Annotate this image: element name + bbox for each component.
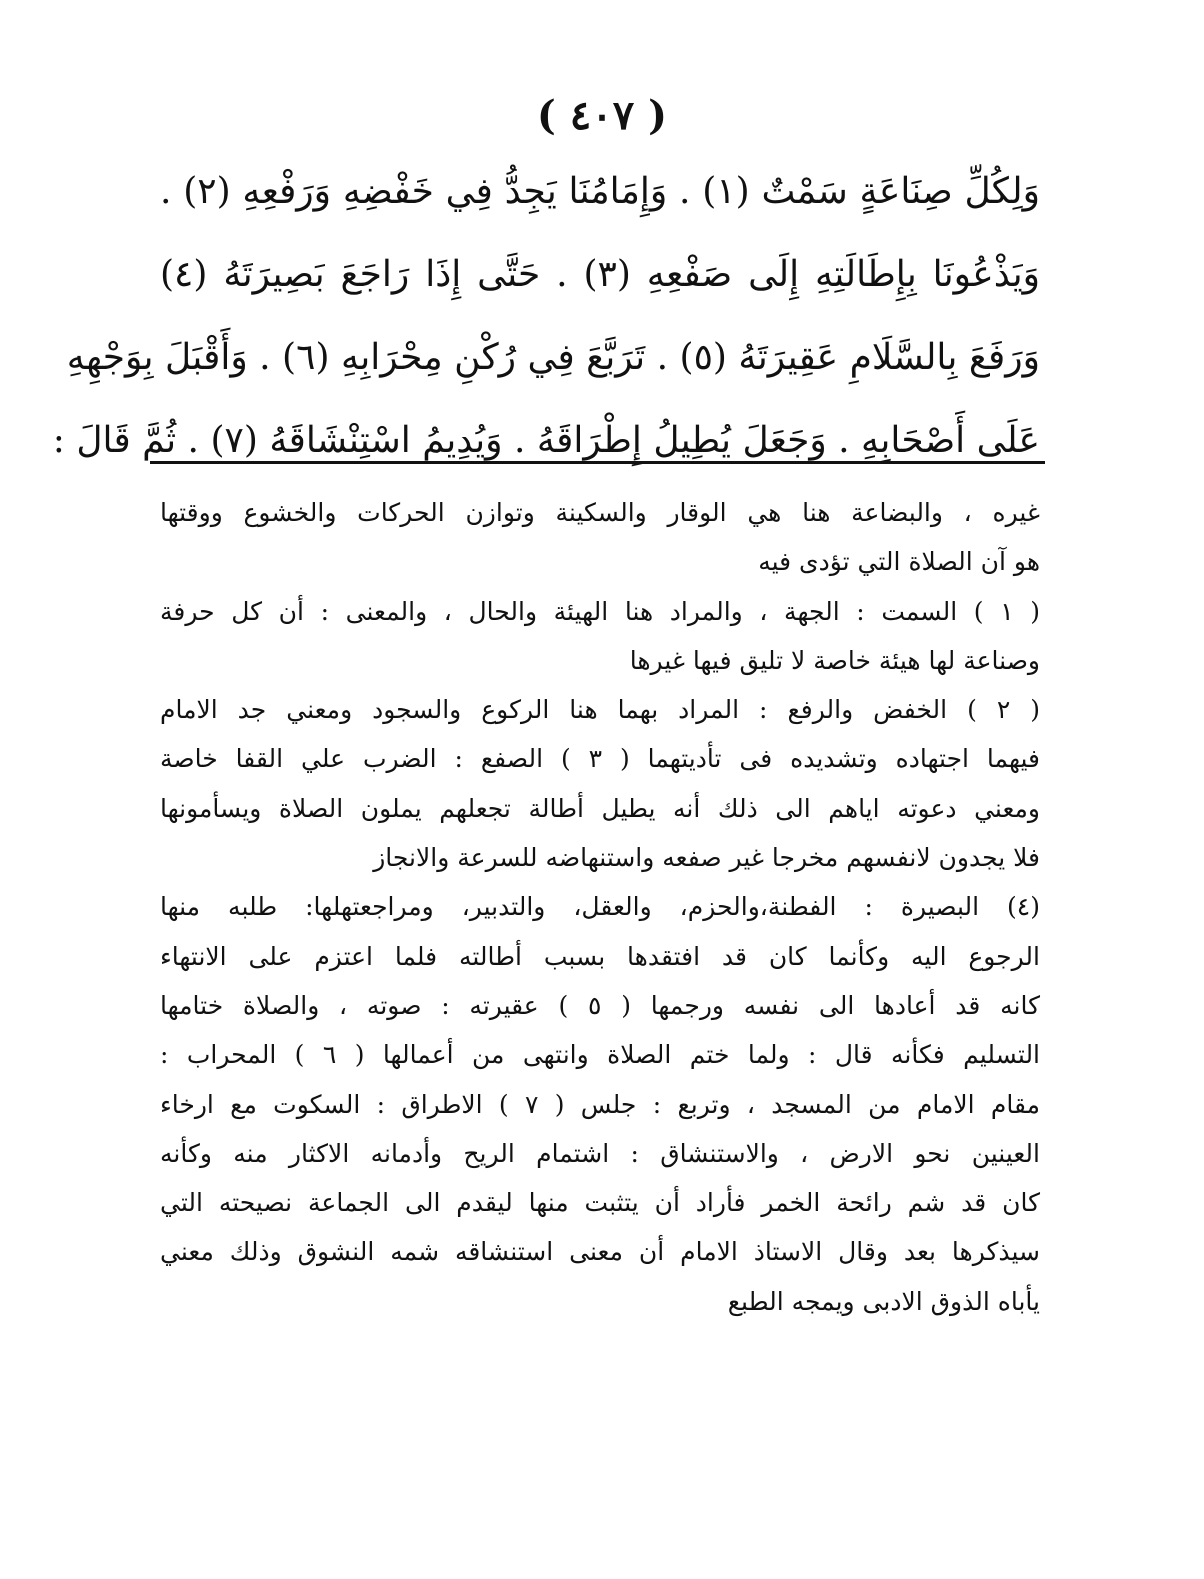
footnote-line: كان قد شم رائحة الخمر فأراد أن يتثبت منها ليقدم الى الجماعة نصيحته التي (160, 1188, 1040, 1218)
footnote-line: ( ٢ ) الخفض والرفع : المراد بهما هنا الركوع والسجود ومعني جد الامام (160, 695, 1041, 725)
footnotes-block (160, 488, 1040, 1326)
footnote-line: فيهما اجتهاده وتشديده فى تأديتهما ( ٣ ) الصفع : الضرب علي القفا خاصة (160, 744, 1040, 774)
main-text-line: وَلِكُلِّ صِنَاعَةٍ سَمْتٌ (١) . وَإِمَامُنَا يَجِدُّ فِي خَفْضِهِ وَرَفْعِهِ (٢) . (160, 171, 1041, 212)
footnote-line: كانه قد أعادها الى نفسه ورجمها ( ٥ ) عقيرته : صوته ، والصلاة ختامها (160, 990, 1040, 1020)
footnote-line: ( ١ ) السمت : الجهة ، والمراد هنا الهيئة والحال ، والمعنى : أن كل حرفة (160, 596, 1040, 626)
main-text-block (52, 150, 1041, 482)
footnote-line: هو آن الصلاة التي تؤدى فيه (758, 547, 1040, 577)
main-text-line: عَلَى أَصْحَابِهِ . وَجَعَلَ يُطِيلُ إِطْرَاقَهُ . وَيُدِيمُ اسْتِنْشَاقَهُ (٧) . ثُمَّ قَالَ : (52, 420, 1040, 461)
footnote-line: غيره ، والبضاعة هنا هي الوقار والسكينة وتوازن الحركات والخشوع ووقتها (160, 498, 1040, 527)
footnote-line: مقام الامام من المسجد ، وتربع : جلس ( ٧ ) الاطراق : السكوت مع ارخاء (160, 1089, 1040, 1119)
footnote-line: سيذكرها بعد وقال الاستاذ الامام أن معنى استنشاقه شمه النشوق وذلك معني (160, 1237, 1040, 1267)
footnote-line: التسليم فكأنه قال : ولما ختم الصلاة وانتهى من أعمالها ( ٦ ) المحراب : (160, 1040, 1041, 1070)
footnote-divider (150, 461, 1045, 464)
footnote-line: (٤) البصيرة : الفطنة،والحزم، والعقل، والتدبير، ومراجعتهلها: طلبه منها (160, 892, 1040, 922)
main-text-line: وَرَفَعَ بِالسَّلَامِ عَقِيرَتَهُ (٥) . تَرَبَّعَ فِي رُكْنِ مِحْرَابِهِ (٦) . وَأَقْبَلَ بِوَجْهِهِ (66, 337, 1040, 378)
footnote-line: فلا يجدون لانفسهم مخرجا غير صفعه واستنهاضه للسرعة والانجاز (373, 843, 1040, 873)
footnote-line: وصناعة لها هيئة خاصة لا تليق فيها غيرها (629, 645, 1040, 675)
page-number: ( ٤٠٧ ) (536, 92, 668, 139)
main-text-line: وَيَذْعُونَا بِإِطَالَتِهِ إِلَى صَفْعِهِ (٣) . حَتَّى إِذَا رَاجَعَ بَصِيرَتَهُ (٤) (160, 254, 1040, 295)
footnote-line: يأباه الذوق الادبى ويمجه الطبع (727, 1286, 1040, 1316)
footnote-line: ومعني دعوته اياهم الى ذلك أنه يطيل أطالة تجعلهم يملون الصلاة ويسأمونها (160, 793, 1040, 823)
footnote-line: العينين نحو الارض ، والاستنشاق : اشتمام الريح وأدمانه الاكثار منه وكأنه (160, 1138, 1040, 1168)
footnote-line: الرجوع اليه وكأنما كان قد افتقدها بسبب أطالته فلما اعتزم على الانتهاء (160, 941, 1040, 971)
